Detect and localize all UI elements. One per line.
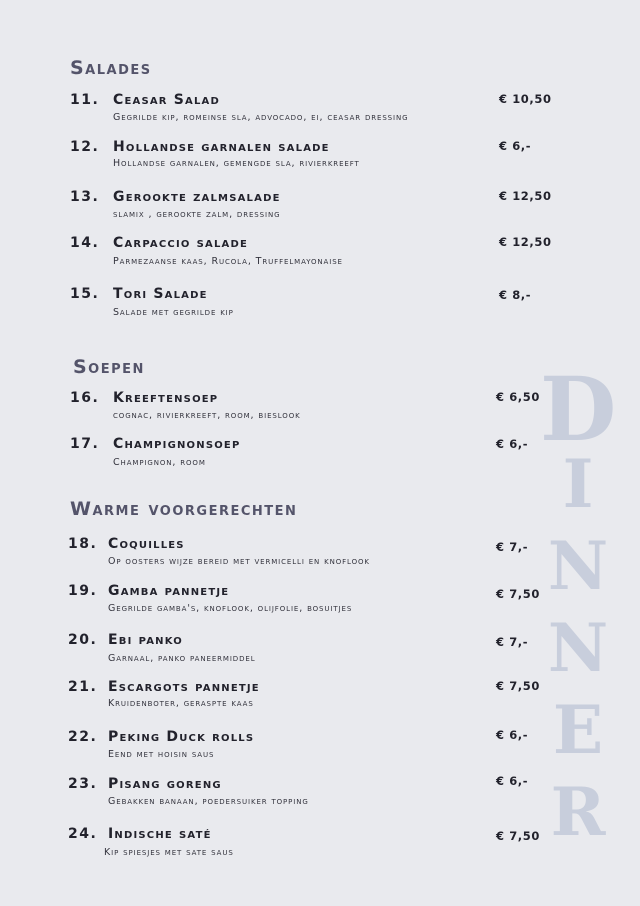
- item-price: € 6,-: [496, 728, 529, 742]
- watermark-letter: N: [547, 527, 609, 605]
- item-price: € 7,50: [496, 829, 540, 843]
- item-price: € 12,50: [499, 235, 552, 249]
- item-number: 24.: [68, 826, 98, 842]
- item-price: € 12,50: [499, 189, 552, 203]
- watermark-letter: D: [540, 357, 617, 461]
- item-name: Peking Duck rolls: [108, 729, 255, 745]
- item-name: Kreeftensoep: [113, 390, 219, 406]
- item-price: € 7,50: [496, 587, 540, 601]
- item-description: Gegrilde kip, romeinse sla, advocado, ei, ceasar dressing: [113, 112, 409, 123]
- item-price: € 6,50: [496, 390, 540, 404]
- item-name: Hollandse garnalen salade: [113, 139, 330, 155]
- watermark-letter: N: [547, 609, 609, 687]
- item-price: € 7,-: [496, 540, 529, 554]
- section-title-warme-voorgerechten: Warme voorgerechten: [70, 498, 298, 520]
- item-number: 13.: [70, 189, 100, 205]
- item-price: € 10,50: [499, 92, 552, 106]
- item-number: 21.: [68, 679, 98, 695]
- item-name: Champignonsoep: [113, 436, 241, 452]
- item-number: 17.: [70, 436, 100, 452]
- item-description: cognac, rivierkreeft, room, bieslook: [113, 410, 301, 421]
- item-description: Parmezaanse kaas, Rucola, Truffelmayonaise: [113, 256, 343, 267]
- item-name: Tori Salade: [113, 286, 208, 302]
- item-name: Pisang goreng: [108, 776, 222, 792]
- dinner-watermark: [540, 357, 617, 861]
- item-number: 16.: [70, 390, 100, 406]
- item-name: Carpaccio salade: [113, 235, 249, 251]
- item-number: 14.: [70, 235, 100, 251]
- item-price: € 7,50: [496, 679, 540, 693]
- item-price: € 6,-: [499, 139, 532, 153]
- section-title-soepen: Soepen: [73, 356, 145, 378]
- watermark-letter: R: [550, 773, 606, 851]
- item-price: € 7,-: [496, 635, 529, 649]
- item-name: Ceasar Salad: [113, 92, 220, 108]
- item-description: Op oosters wijze bereid met vermicelli en knoflook: [108, 556, 370, 567]
- watermark-letter: E: [552, 691, 604, 769]
- item-name: Indische saté: [108, 826, 212, 842]
- item-number: 19.: [68, 583, 98, 599]
- item-number: 23.: [68, 776, 98, 792]
- item-description: Gebakken banaan, poedersuiker topping: [108, 796, 309, 807]
- item-number: 15.: [70, 286, 100, 302]
- item-price: € 8,-: [499, 288, 532, 302]
- item-description: Kip spiesjes met sate saus: [104, 847, 234, 858]
- item-number: 22.: [68, 729, 98, 745]
- item-number: 11.: [70, 92, 100, 108]
- item-name: Escargots pannetje: [108, 679, 260, 695]
- item-description: Eend met hoisin saus: [108, 749, 215, 760]
- item-name: Gerookte zalmsalade: [113, 189, 281, 205]
- item-description: Garnaal, panko paneermiddel: [108, 653, 256, 664]
- watermark-letter: I: [562, 445, 594, 523]
- item-number: 20.: [68, 632, 98, 648]
- item-number: 12.: [70, 139, 100, 155]
- item-description: Kruidenboter, geraspte kaas: [108, 698, 254, 709]
- item-name: Coquilles: [108, 536, 185, 552]
- item-price: € 6,-: [496, 774, 529, 788]
- item-name: Ebi panko: [108, 632, 183, 648]
- item-name: Gamba pannetje: [108, 583, 230, 599]
- item-description: Hollandse garnalen, gemengde sla, rivierkreeft: [113, 158, 360, 169]
- section-title-salades: Salades: [70, 57, 152, 79]
- item-description: Salade met gegrilde kip: [113, 307, 234, 318]
- item-description: slamix , gerookte zalm, dressing: [113, 209, 281, 220]
- item-number: 18.: [68, 536, 98, 552]
- item-description: Champignon, room: [113, 457, 206, 468]
- item-description: Gegrilde gamba's, knoflook, olijfolie, bosuitjes: [108, 603, 353, 614]
- item-price: € 6,-: [496, 437, 529, 451]
